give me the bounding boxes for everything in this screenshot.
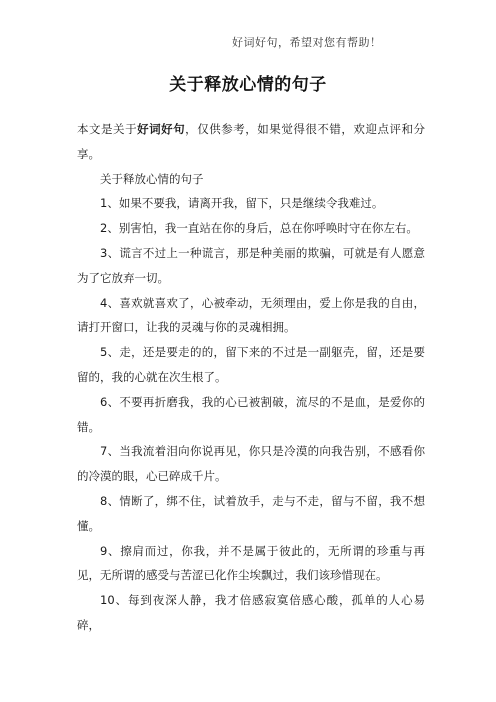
section-subtitle: 关于释放心情的句子 [100, 171, 204, 186]
page-title: 关于释放心情的句子 [169, 75, 327, 95]
sentence-item-8: 8、情断了，绑不住，试着放手，走与不走，留与不留，我不想懂。 [77, 493, 425, 533]
intro-keyword: 好词好句 [137, 122, 186, 136]
sentence-item-10: 10、每到夜深人静，我才倍感寂寞倍感心酸，孤单的人心易碎， [77, 593, 425, 632]
document-body [77, 117, 425, 638]
header-note: 好词好句，希望对您有帮助！ [232, 36, 382, 49]
sentence-item-2: 2、别害怕，我一直站在你的身后，总在你呼唤时守在你左右。 [100, 221, 418, 236]
sentence-item-3: 3、谎言不过上一种谎言，那是种美丽的欺骗，可就是有人愿意为了它放弃一切。 [77, 245, 425, 285]
intro-paragraph [77, 117, 425, 167]
sentence-item-4: 4、喜欢就喜欢了，心被牵动，无须理由，爱上你是我的自由，请打开窗口，让我的灵魂与你的灵魂相拥。 [77, 295, 425, 335]
sentence-item-6: 6、不要再折磨我，我的心已被割破，流尽的不是血，是爱你的错。 [77, 394, 425, 434]
sentence-item-9: 9、擦肩而过，你我，并不是属于彼此的，无所谓的珍重与再见，无所谓的感受与苦涩已化作尘埃飘过，我们该珍惜现在。 [77, 543, 425, 583]
intro-text-after: ，仅供参考，如果觉得很不错，欢迎点评和分享。 [77, 122, 426, 161]
sentence-item-1: 1、如果不要我，请离开我，留下，只是继续令我难过。 [100, 196, 384, 211]
sentence-item-7: 7、当我流着泪向你说再见，你只是冷漠的向我告别，不感看你的冷漠的眼，心已碎成千片。 [77, 444, 425, 484]
sentence-item-5: 5、走，还是要走的的，留下来的不过是一副躯壳，留，还是要留的，我的心就在次生根了。 [77, 345, 425, 384]
intro-text-before: 本文是关于 [77, 122, 138, 136]
